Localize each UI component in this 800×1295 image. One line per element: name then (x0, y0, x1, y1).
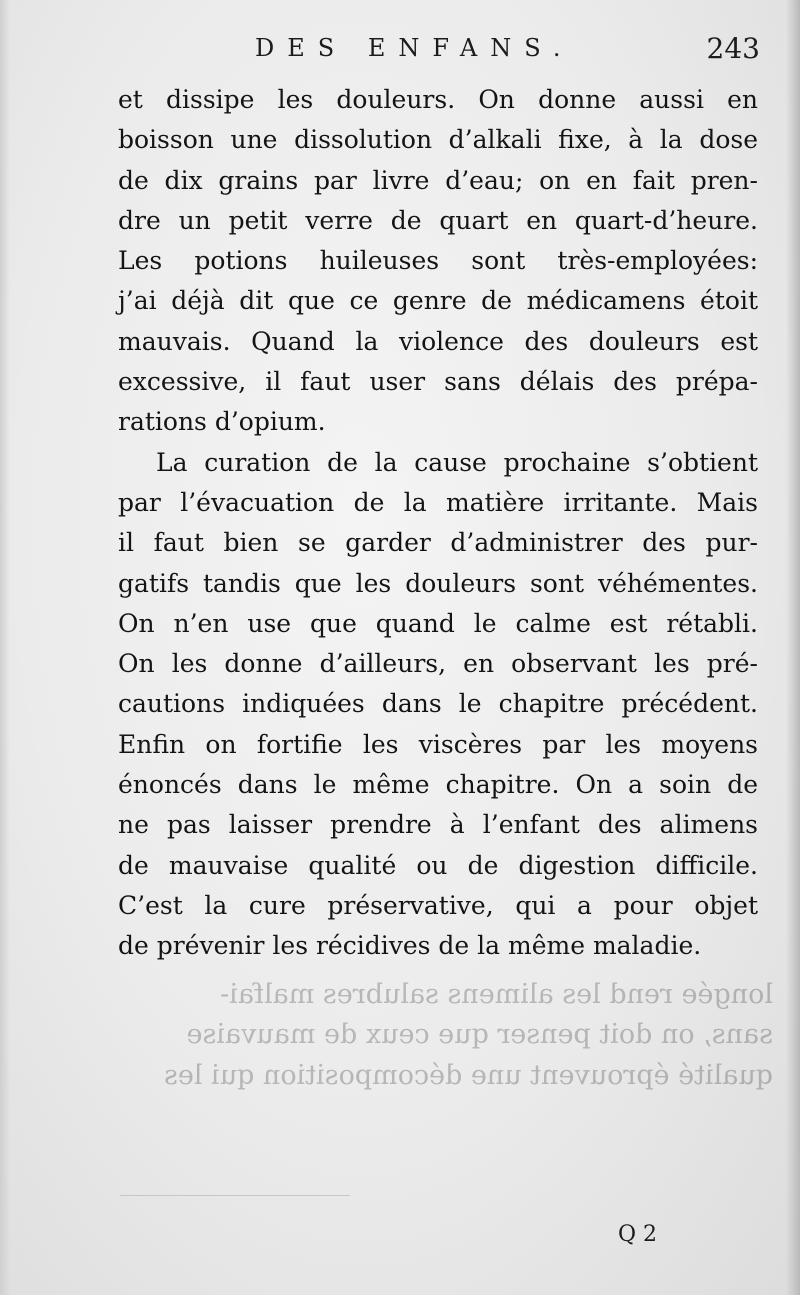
text-line: boisson une dissolution d’alkali fixe, à la dose (118, 125, 758, 155)
page-number: 243 (706, 32, 760, 65)
text-line: C’est la cure préservative, qui a pour objet (118, 890, 758, 920)
bleed-through-text (118, 975, 773, 1096)
text-line: cautions indiquées dans le chapitre précédent. (118, 689, 758, 719)
text-line: par l’évacuation de la matière irritante. Mais (118, 487, 758, 517)
text-line: On les donne d’ailleurs, en observant les pré- (118, 649, 758, 679)
text-line: excessive, il faut user sans délais des prépa- (118, 367, 758, 397)
text-line: il faut bien se garder d’administrer des pur- (118, 528, 758, 558)
bleed-through-line: qualité éprouvent une décomposition qui les (163, 1059, 773, 1091)
text-line: ne pas laisser prendre à l’enfant des alimens (118, 810, 758, 840)
body-text (118, 80, 758, 967)
page-header (255, 30, 760, 70)
text-line: énoncés dans le même chapitre. On a soin de (118, 770, 758, 800)
bleed-through-line: sans, on doit penser que ceux de mauvaise (186, 1019, 773, 1051)
running-title: DES ENFANS. (255, 34, 574, 62)
text-line: de prévenir les récidives de la même maladie. (118, 931, 702, 961)
bleed-through-line: longée rend les alimens salubres malfai- (220, 979, 773, 1010)
text-line: j’ai déjà dit que ce genre de médicamens étoit (118, 286, 758, 316)
paragraph-start-line: La curation de la cause prochaine s’obtient (156, 447, 758, 477)
signature-mark: Q 2 (618, 1222, 658, 1247)
text-line: dre un petit verre de quart en quart-d’heure. (118, 205, 758, 235)
print-smudge (120, 1195, 350, 1196)
text-line: mauvais. Quand la violence des douleurs est (118, 326, 758, 356)
text-line: de dix grains par livre d’eau; on en fait pren- (118, 165, 758, 195)
text-line: de mauvaise qualité ou de digestion difficile. (118, 850, 758, 880)
page-right-shadow (786, 0, 800, 1295)
text-line: Les potions huileuses sont très-employées: (118, 246, 758, 276)
text-line: On n’en use que quand le calme est rétabli. (118, 608, 758, 638)
text-line: gatifs tandis que les douleurs sont véhémentes. (118, 568, 758, 598)
text-line: rations d’opium. (118, 407, 326, 437)
text-line: et dissipe les douleurs. On donne aussi en (118, 85, 758, 114)
text-line: Enfin on fortifie les viscères par les moyens (118, 729, 758, 759)
page-left-shadow (0, 0, 10, 1295)
